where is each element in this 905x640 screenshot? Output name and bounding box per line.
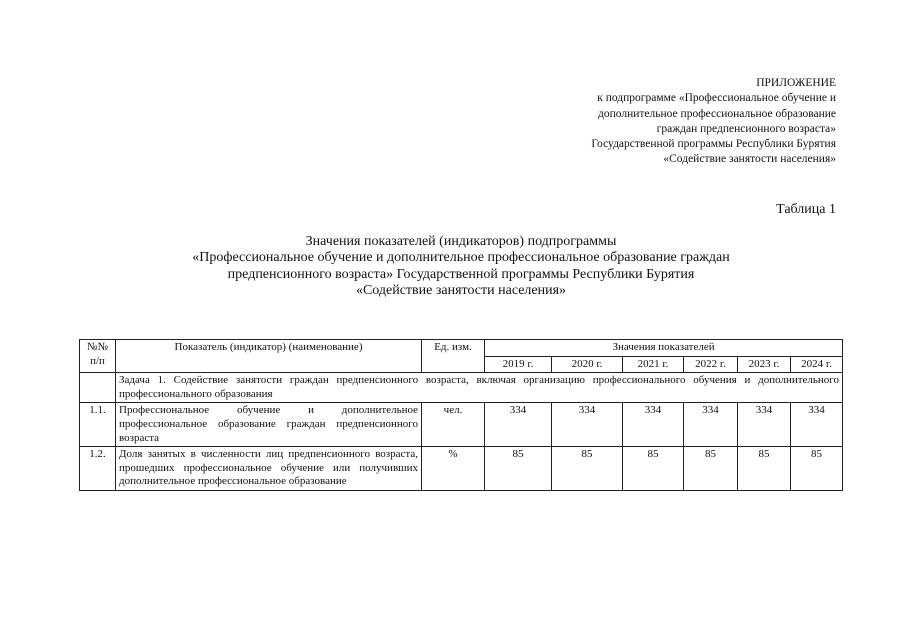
task-row — [80, 373, 843, 403]
header-year: 2020 г. — [552, 356, 623, 373]
row-value: 334 — [791, 403, 843, 447]
task-number-cell — [80, 373, 116, 403]
header-unit: Ед. изм. — [422, 340, 485, 373]
document-title — [80, 234, 842, 300]
header-year: 2023 г. — [738, 356, 791, 373]
row-value: 334 — [485, 403, 552, 447]
appendix-line: «Содействие занятости населения» — [663, 153, 836, 166]
table-row — [80, 447, 843, 491]
header-number-line1: №№ — [87, 341, 108, 353]
row-value: 334 — [552, 403, 623, 447]
row-unit: чел. — [422, 403, 485, 447]
header-year: 2024 г. — [791, 356, 843, 373]
indicators-table — [79, 339, 843, 491]
row-value: 85 — [791, 447, 843, 491]
header-row — [80, 340, 843, 357]
title-line: предпенсионного возраста» Государственной программы Республики Бурятия — [227, 266, 695, 282]
appendix-line: Государственной программы Республики Бурятия — [591, 138, 836, 151]
title-line: «Содействие занятости населения» — [355, 283, 567, 299]
header-number-line2: п/п — [90, 354, 105, 367]
row-value: 85 — [684, 447, 738, 491]
row-value: 334 — [623, 403, 684, 447]
row-value: 85 — [552, 447, 623, 491]
header-year: 2021 г. — [623, 356, 684, 373]
title-line: Значения показателей (индикаторов) подпрограммы — [305, 234, 617, 249]
row-value: 334 — [684, 403, 738, 447]
header-indicator: Показатель (индикатор) (наименование) — [116, 340, 422, 373]
appendix-block — [516, 76, 836, 168]
appendix-heading: ПРИЛОЖЕНИЕ — [756, 77, 836, 89]
row-number: 1.2. — [80, 447, 116, 491]
row-value: 85 — [738, 447, 791, 491]
row-indicator: Доля занятых в численности лиц предпенсионного возраста, прошедших профессиональное обучение или получивших дополнительное профессиональное образование — [116, 447, 422, 491]
header-year: 2022 г. — [684, 356, 738, 373]
header-values-group: Значения показателей — [485, 340, 843, 357]
row-value: 334 — [738, 403, 791, 447]
header-year: 2019 г. — [485, 356, 552, 373]
row-value: 85 — [623, 447, 684, 491]
row-value: 85 — [485, 447, 552, 491]
title-line: «Профессиональное обучение и дополнительное профессиональное образование граждан — [192, 250, 730, 266]
task-text: Задача 1. Содействие занятости граждан предпенсионного возраста, включая организацию профессионального обучения и дополнительного профессионального образования — [116, 373, 843, 403]
appendix-line: к подпрограмме «Профессиональное обучение и — [597, 92, 836, 105]
appendix-line: дополнительное профессиональное образование — [598, 107, 836, 120]
table-row — [80, 403, 843, 447]
row-indicator: Профессиональное обучение и дополнительное профессиональное образование граждан предпенсионного возраста — [116, 403, 422, 447]
table-label: Таблица 1 — [776, 202, 836, 217]
row-unit: % — [422, 447, 485, 491]
header-number — [80, 340, 116, 373]
row-number: 1.1. — [80, 403, 116, 447]
appendix-line: граждан предпенсионного возраста» — [656, 122, 836, 135]
